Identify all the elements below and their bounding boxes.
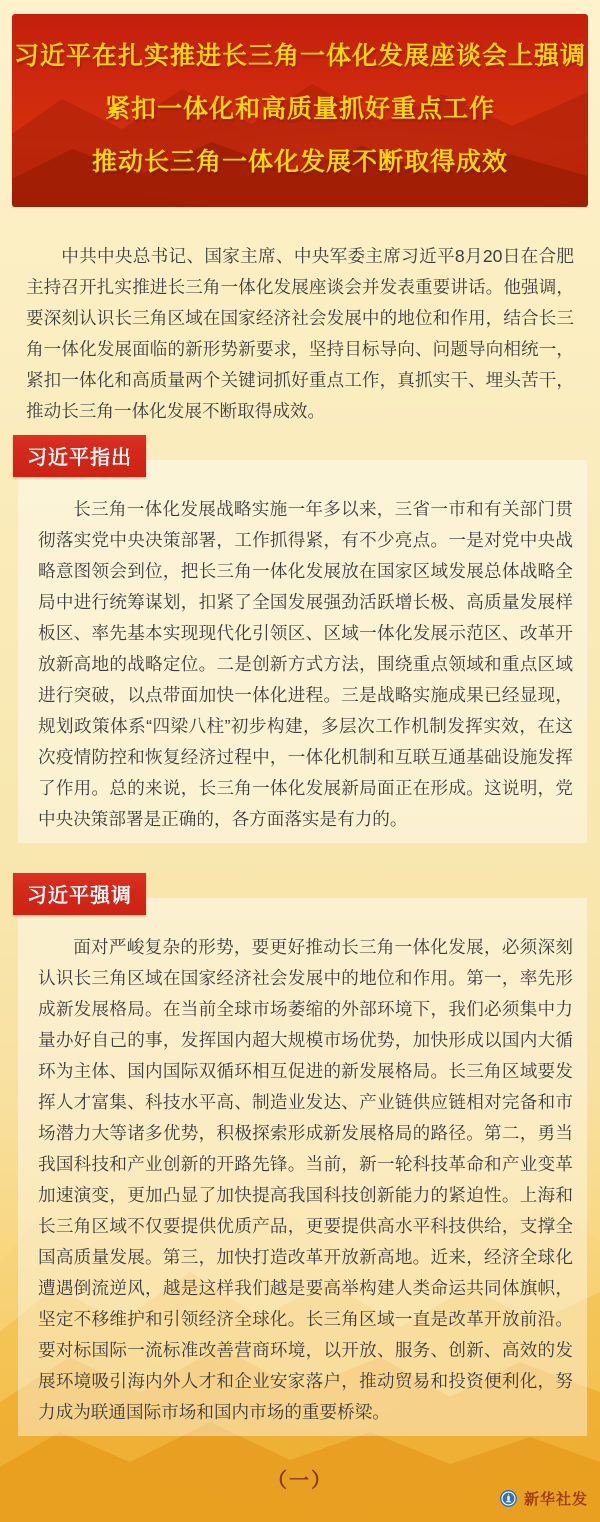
section-xi-emphasized: [18, 873, 587, 1436]
xinhua-logo-icon: [500, 1490, 517, 1507]
banner-title-line-3: 推动长三角一体化发展不断取得成效: [91, 147, 508, 176]
section-panel: [18, 460, 587, 843]
section-label: 习近平强调: [13, 873, 146, 915]
page-number: （一）: [267, 1470, 333, 1492]
banner-title-block: [12, 14, 588, 207]
intro-paragraph: 中共中央总书记、国家主席、中央军委主席习近平8月20日在合肥主持召开扎实推进长三角一体化发展座谈会并发表重要讲话。他强调，要深刻认识长三角区域在国家经济社会发展中的地位和作用，结合长三角一体化发展面临的新形势新要求，坚持目标导向、问题导向相统一，紧扣一体化和高质量两个关键词抓好重点工作，真抓实干、埋头苦干，推动长三角一体化发展不断取得成效。: [26, 246, 574, 421]
banner-title-line-2: 紧扣一体化和高质量抓好重点工作: [104, 94, 495, 123]
credit-line: [500, 1488, 588, 1509]
section-label: 习近平指出: [13, 435, 146, 477]
section-panel: [18, 898, 587, 1436]
header-banner: [12, 14, 588, 207]
banner-title-line-1: 习近平在扎实推进长三角一体化发展座谈会上强调: [13, 41, 586, 70]
section-paragraph: 长三角一体化发展战略实施一年多以来，三省一市和有关部门贯彻落实党中央决策部署，工作抓得紧，有不少亮点。一是对党中央战略意图领会到位，把长三角一体化发展放在国家区域发展总体战略全局中进行统筹谋划，扣紧了全国发展强劲活跃增长极、高质量发展样板区、率先基本实现现代化引领区、区域一体化发展示范区、改革开放新高地的战略定位。二是创新方式方法，围绕重点领域和重点区域进行突破，以点带面加快一体化进程。三是战略实施成果已经显现，规划政策体系“四梁八柱”初步构建，多层次工作机制发挥实效，在这次疫情防控和恢复经济过程中，一体化机制和互联互通基础设施发挥了作用。总的来说，长三角一体化发展新局面正在形成。这说明，党中央决策部署是正确的，各方面落实是有力的。: [38, 499, 573, 829]
credit-text: 新华社发: [523, 1491, 588, 1508]
section-xi-pointed-out: [18, 435, 587, 843]
section-paragraph: 面对严峻复杂的形势，要更好推动长三角一体化发展，必须深刻认识长三角区域在国家经济社会发展中的地位和作用。第一，率先形成新发展格局。在当前全球市场萎缩的外部环境下，我们必须集中力量办好自己的事，发挥国内超大规模市场优势，加快形成以国内大循环为主体、国内国际双循环相互促进的新发展格局。长三角区域要发挥人才富集、科技水平高、制造业发达、产业链供应链相对完备和市场潜力大等诸多优势，积极探索形成新发展格局的路径。第二，勇当我国科技和产业创新的开路先锋。当前，新一轮科技革命和产业变革加速演变，更加凸显了加快提高我国科技创新能力的紧迫性。上海和长三角区域不仅要提供优质产品，更要提供高水平科技供给，支撑全国高质量发展。第三，加快打造改革开放新高地。近来，经济全球化遭遇倒流逆风，越是这样我们越是要高举构建人类命运共同体旗帜，坚定不移维护和引领经济全球化。长三角区域一直是改革开放前沿。要对标国际一流标准改善营商环境，以开放、服务、创新、高效的发展环境吸引海内外人才和企业安家落户，推动贸易和投资便利化，努力成为联通国际市场和国内市场的重要桥梁。: [38, 937, 573, 1422]
